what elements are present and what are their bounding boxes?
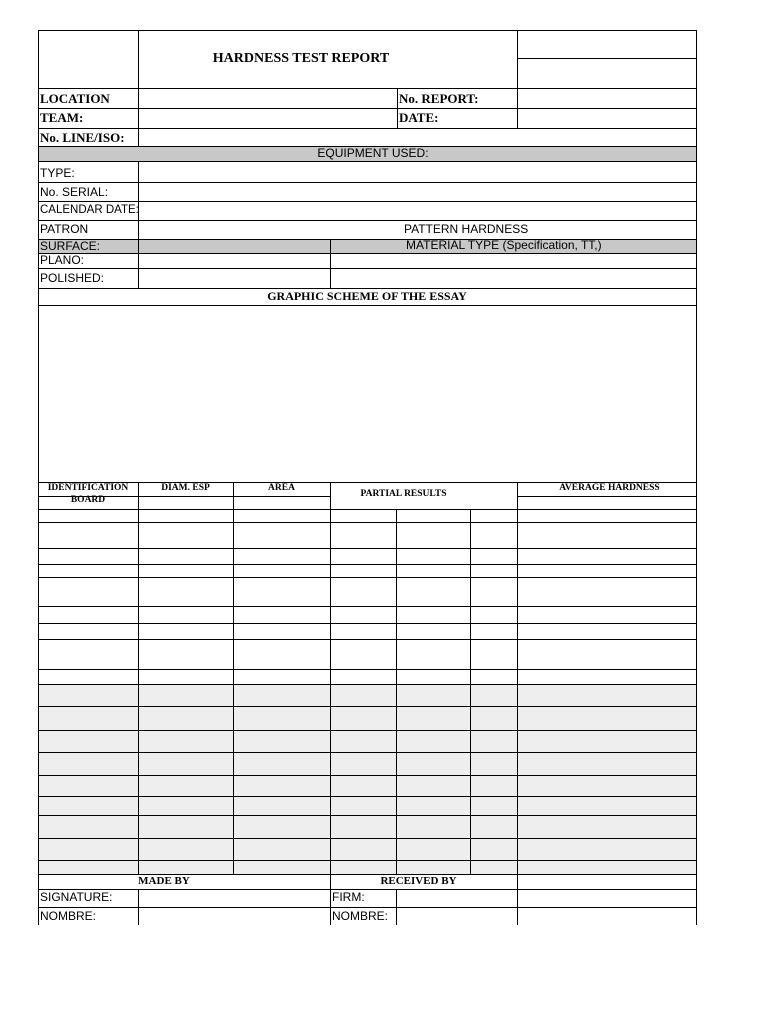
form-line	[38, 639, 696, 640]
col-header-partial-results: PARTIAL RESULTS	[360, 489, 447, 499]
form-line	[138, 482, 139, 874]
form-line	[38, 730, 696, 731]
col-header-identification: IDENTIFICATION	[47, 483, 129, 493]
team-label: TEAM:	[40, 110, 84, 125]
form-line	[517, 58, 696, 59]
form-line	[517, 88, 518, 128]
form-line	[38, 752, 696, 753]
form-line	[38, 815, 696, 816]
form-line	[138, 88, 139, 146]
form-line	[517, 496, 696, 497]
no-report-label: No. REPORT:	[399, 91, 479, 106]
form-line	[38, 874, 696, 875]
form-line	[38, 268, 696, 269]
form-line	[38, 220, 696, 221]
form-line	[233, 482, 234, 874]
form-line	[38, 838, 696, 839]
form-line	[517, 482, 518, 874]
form-line	[38, 522, 696, 523]
nombre-right-label: NOMBRE:	[332, 909, 389, 923]
form-line	[470, 509, 471, 874]
form-line	[38, 108, 696, 109]
form-line	[396, 889, 397, 925]
graphic-scheme-area[interactable]	[39, 306, 696, 482]
form-line	[38, 623, 696, 624]
form-line	[38, 161, 696, 162]
form-line	[138, 161, 139, 288]
material-type-label: MATERIAL TYPE (Specification, TT,)	[406, 238, 602, 252]
date-label: DATE:	[399, 110, 439, 125]
firm-label: FIRM:	[332, 890, 365, 904]
form-line	[38, 253, 696, 254]
form-line	[38, 860, 696, 861]
form-line	[38, 796, 696, 797]
form-line	[330, 239, 331, 288]
graphic-scheme-title: GRAPHIC SCHEME OF THE ESSAY	[267, 289, 467, 303]
form-line	[38, 669, 696, 670]
form-line	[38, 509, 696, 510]
col-header-diam-esp: DIAM. ESP	[161, 483, 210, 493]
form-line	[38, 548, 696, 549]
form-line	[38, 907, 696, 908]
pattern-hardness-label: PATTERN HARDNESS	[404, 222, 529, 236]
form-line	[38, 128, 696, 129]
line-iso-label: No. LINE/ISO:	[40, 130, 125, 145]
nombre-left-label: NOMBRE:	[40, 909, 97, 923]
form-line	[38, 564, 696, 565]
form-line	[38, 201, 696, 202]
form-line	[38, 30, 696, 31]
form-line	[38, 889, 696, 890]
polished-label: POLISHED:	[40, 271, 105, 285]
form-line	[38, 577, 696, 578]
col-header-area: AREA	[268, 483, 295, 493]
form-line	[138, 889, 139, 925]
form-line	[396, 509, 397, 874]
results-shaded-rows	[38, 684, 696, 875]
col-header-average-hardness: AVERAGE HARDNESS	[559, 483, 660, 493]
form-line	[696, 30, 697, 925]
form-line	[517, 30, 518, 88]
type-label: TYPE:	[40, 166, 75, 180]
made-by-header: MADE BY	[138, 875, 190, 887]
surface-label: SURFACE:	[40, 239, 101, 253]
form-line	[38, 606, 696, 607]
form-line	[330, 482, 331, 874]
report-title: HARDNESS TEST REPORT	[212, 51, 390, 66]
form-line	[517, 874, 518, 925]
location-label: LOCATION	[40, 91, 110, 106]
patron-label: PATRON	[40, 222, 89, 236]
serial-label: No. SERIAL:	[40, 185, 109, 199]
col-header-board: BOARD	[70, 495, 106, 505]
equipment-section-title: EQUIPMENT USED:	[317, 146, 429, 160]
form-line	[38, 775, 696, 776]
received-by-header: RECEIVED BY	[380, 875, 457, 887]
calendar-date-label: CALENDAR DATE:	[40, 204, 139, 216]
form-line	[38, 182, 696, 183]
form-line	[397, 88, 398, 128]
plano-label: PLANO:	[40, 253, 85, 267]
form-line	[38, 706, 696, 707]
form-line	[38, 88, 696, 89]
signature-label: SIGNATURE:	[40, 890, 113, 904]
form-line	[38, 684, 696, 685]
